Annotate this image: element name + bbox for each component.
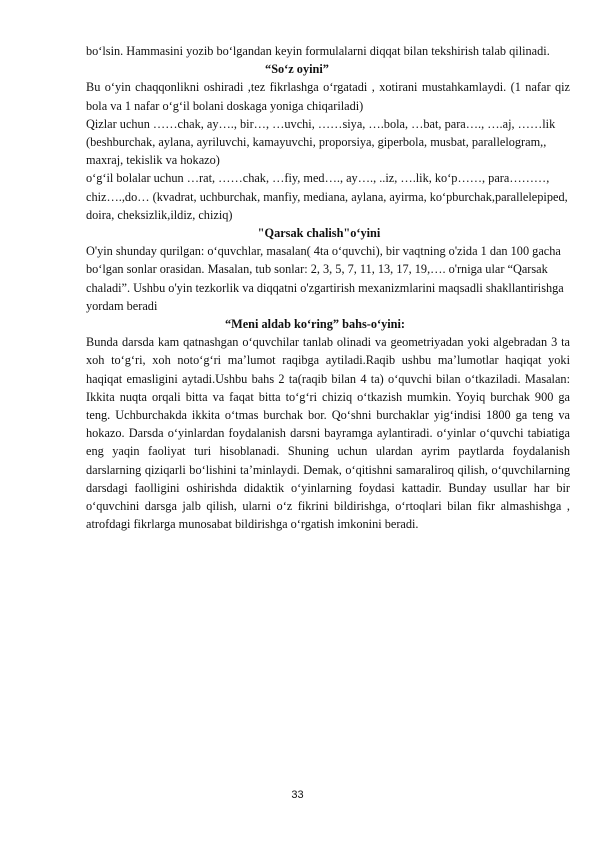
page-number: 33 — [291, 789, 304, 801]
qizlar-uchun-paragraph: Qizlar uchun ……chak, ay…., bir…, …uvchi, ……siya, ….bola, …bat, para…., ….aj, ……lik (beshburchak, aylana, ayriluvchi, kamayuvchi, proporsiya, giperbola, musbat, parallelogram,, maxraj, tekislik va hokazo) — [86, 116, 556, 168]
intro-paragraph: bo‘lsin. Hammasini yozib bo‘lgandan keyin formulalarni diqqat bilan tekshirish talab qilinadi. — [86, 44, 550, 58]
ogil-bolalar-paragraph: o‘g‘il bolalar uchun …rat, ……chak, …fiy, med…., ay…., ..iz, ….lik, ko‘p……, para………, chiz….,do… (kvadrat, uchburchak, manfiy, mediana, aylana, ayirma, ko‘pburchak,parallelepiped, doira, cheksizlik,ildiz, chiziq) — [86, 171, 568, 222]
qarsak-paragraph: O'yin shunday qurilgan: o‘quvchlar, masalan( 4ta o‘quvchi), bir vaqtning o'zida 1 dan 100 gacha bo‘lgan sonlar orasidan. Masalan, tub sonlar: 2, 3, 5, 7, 11, 13, 17, 19,…. o'rniga ular “Qarsak chaladi”. Ushbu o'yin tezkorlik va diqqatni o'zgartirish mexanizmlarini maqsadli shakllantirishga yordam beradi — [86, 244, 564, 313]
heading-qarsak-chalish: "Qarsak chalish"o‘yini — [257, 226, 381, 241]
meni-aldab-paragraph: Bunda darsda kam qatnashgan o‘quvchilar tanlab olinadi va geometriyadan yoki algebradan 3 ta xoh to‘g‘ri, xoh noto‘g‘ri ma’lumot raqibga aytiladi.Raqib ushbu ma’lumotlar haqiqat yoki haqiqat emasligini aytadi.Ushbu bahs 2 ta(raqib bilan 4 ta) o‘quvchi bilan o‘tkaziladi. Masalan: Ikkita nuqta orqali bitta va faqat bitta to‘g‘ri chiziq o‘tkazish mumkin. Yoyiq burchak 900 ga teng. Uchburchakda ikkita o‘tmas burchak bor. Qo‘shni burchaklar yig‘indisi 1800 ga teng va hokazo. Darsda o‘yinlardan foydalanish darsni bayramga aylantiradi. o‘yinlar o‘quvchi tabiatiga eng yaqin faoliyat turi hisoblanadi. Shuning uchun ulardan ayrim paytlarda foydalanish darslarning qiziqarli bo‘lishini ta’minlaydi. Demak, o‘qitishni samaraliroq qilish, o‘quvchilarning darsdagi faolligini oshirishda didaktik o‘yinlarning foydasi kattadir. Bunday usullar har bir o‘quvchini darsga jalb qilish, ularni o‘z fikrini bildirishga, o‘rtoqlari bilan fikr almashishga , atrofdagi fikrlarga munosabat bildirishga o‘rgatish imkonini beradi. — [86, 335, 570, 532]
soz-oyini-paragraph: Bu o‘yin chaqqonlikni oshiradi ,tez fikrlashga o‘rgatadi , xotirani mustahkamlaydi. (1 nafar qiz bola va 1 nafar o‘g‘il bolani doskaga yoniga chiqariladi) — [86, 80, 570, 113]
heading-soz-oyini: “So‘z oyini” — [265, 62, 329, 77]
heading-meni-aldab: “Meni aldab ko‘ring” bahs-o‘yini: — [224, 317, 406, 332]
document-page — [86, 42, 570, 533]
